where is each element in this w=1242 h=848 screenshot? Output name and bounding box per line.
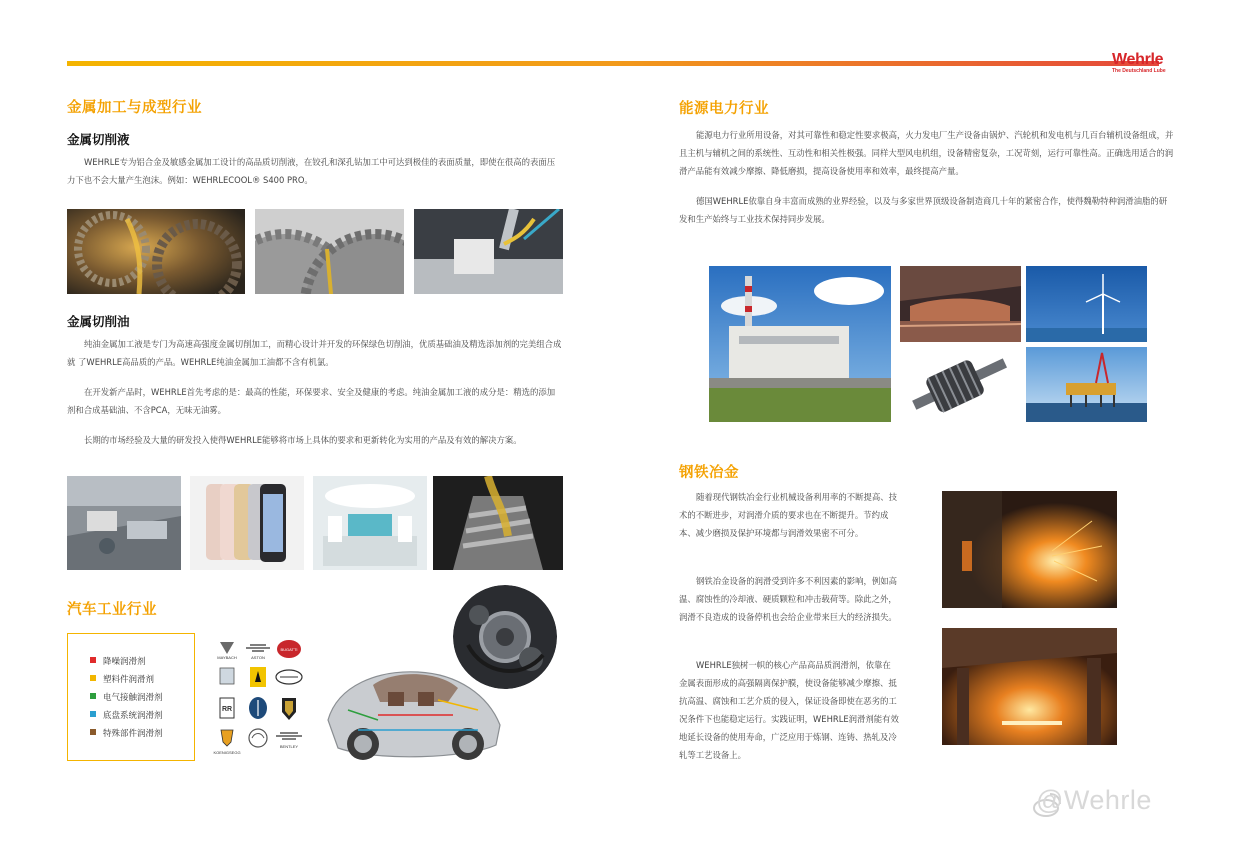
steel-section-title: 钢铁冶金: [679, 465, 739, 481]
energy-section-title: 能源电力行业: [679, 101, 769, 117]
offshore-rig-photo: [1026, 347, 1147, 422]
svg-text:ASTON: ASTON: [251, 655, 265, 660]
car-brand-logos: [212, 634, 304, 760]
cutting-oil-para1: 纯油金属加工液是专门为高速高强度金属切削加工，而精心设计并开发的环保绿色切削油，优质基础油及精选添加剂的完美组合成就 了WEHRLE高品质的产品。WEHRLE纯油金属加工油都不含有机氯。: [67, 339, 562, 367]
legend-label: 电气接触润滑剂: [103, 693, 163, 703]
gear-oil-photo: [67, 209, 245, 294]
legend-swatch: [90, 657, 96, 663]
turbine-hall-photo: [900, 266, 1021, 342]
machining-photo: [414, 209, 563, 294]
legend-swatch: [90, 675, 96, 681]
svg-text:RR: RR: [221, 706, 233, 713]
cutting-oil-para2: 在开发新产品时，WEHRLE首先考虑的是：最高的性能，环保要求、安全及健康的考虑。纯油金属加工液的成分是：精选的添加剂和合成基础油、不含PCA，无味无油雾。: [67, 387, 556, 415]
clean-room-photo: [313, 476, 427, 570]
energy-para2: 德国WEHRLE依靠自身丰富而成熟的业界经验，以及与多家世界顶级设备制造商几十年的紧密合作，使得魏勒特种润滑油脂的研发和生产始终与工业技术保持同步发展。: [679, 196, 1168, 224]
svg-text:MAYBACH: MAYBACH: [217, 655, 237, 660]
energy-para1: 能源电力行业所用设备，对其可靠性和稳定性要求极高，火力发电厂生产设备由锅炉、汽轮机和发电机与几百台辅机设备组成，并且主机与辅机之间的系统性、互动性和相关性极强。同样大型风电机组，设备精密复杂，工况苛刻，运行可靠性高。正确选用适合的润滑产品能有效减少摩擦、降低磨损，提高设备使用率和效率，最终提高产量。: [679, 130, 1174, 176]
steel-para3: WEHRLE独树一帜的核心产品高品质润滑剂，依靠在金属表面形成的高强隔离保护膜，使设备能够减少摩擦、抵抗高温、腐蚀和工艺介质的侵入，保证设备即使在恶劣的工况条件下也能稳定运行。实践证明，WEHRLE润滑剂能有效地延长设备的使用寿命，广泛应用于炼钢、连铸、热轧及冷轧等工艺设备上。: [679, 660, 899, 760]
cutting-fluid-title: 金属切削液: [67, 132, 130, 147]
svg-text:BUGATTI: BUGATTI: [280, 647, 298, 652]
worm-gear-oil-photo: [433, 476, 563, 570]
cutting-oil-para3: 长期的市场经验及大量的研发投入使得WEHRLE能够将市场上具体的要求和更新转化为实用的产品及有效的解决方案。: [84, 435, 522, 445]
wehrle-logo: [1112, 52, 1176, 74]
legend-swatch: [90, 693, 96, 699]
steel-para1: 随着现代钢铁冶金行业机械设备利用率的不断提高、技术的不断进步，对润滑介质的要求也在不断提升。节约成本、减少磨损及保护环境都与润滑效果密不可分。: [679, 492, 897, 538]
steel-mill-photo: [942, 628, 1117, 745]
metal-section-title: 金属加工与成型行业: [67, 100, 202, 116]
cutting-fluid-para: WEHRLE专为铝合金及敏感金属加工设计的高品质切削液，在铰孔和深孔钻加工中可达到极佳的表面质量，即使在很高的表面压力下也不会大量产生泡沫。例如：WEHRLECOOL® S400 PRO。: [67, 157, 556, 185]
steel-furnace-photo: [942, 491, 1117, 608]
svg-text:KOENIGSEGG: KOENIGSEGG: [213, 750, 241, 755]
power-plant-photo: [709, 266, 891, 422]
watermark-text: @Wehrle: [1036, 785, 1152, 815]
legend-label: 底盘系统润滑剂: [103, 711, 163, 721]
phones-photo: [190, 476, 304, 570]
auto-lubricant-legend: [67, 633, 195, 761]
legend-item: [90, 727, 163, 739]
logo-tagline: The Deutschland Lube: [1112, 68, 1166, 74]
top-gradient-bar: [67, 61, 1159, 66]
legend-item: [90, 709, 163, 721]
engine-detail-circle: [453, 585, 557, 689]
legend-label: 特殊部件润滑剂: [103, 729, 163, 739]
legend-label: 塑料件润滑剂: [103, 675, 155, 685]
factory-line-photo: [67, 476, 181, 570]
logo-name: Wehrle: [1112, 51, 1164, 68]
legend-item: [90, 655, 146, 667]
auto-section-title: 汽车工业行业: [67, 602, 157, 618]
legend-swatch: [90, 711, 96, 717]
legend-swatch: [90, 729, 96, 735]
svg-text:BENTLEY: BENTLEY: [279, 744, 299, 749]
cutting-oil-title: 金属切削油: [67, 314, 130, 329]
wind-turbine-photo: [1026, 266, 1147, 342]
legend-label: 降噪润滑剂: [103, 657, 146, 667]
gear-shaft-photo: [900, 347, 1021, 422]
gears-photo: [255, 209, 404, 294]
legend-item: [90, 673, 154, 685]
steel-para2: 钢铁冶金设备的润滑受到许多不利因素的影响，例如高温、腐蚀性的冷却液、硬质颗粒和冲击载荷等。除此之外，润滑不良造成的设备停机也会给企业带来巨大的经济损失。: [679, 576, 897, 622]
legend-item: [90, 691, 163, 703]
